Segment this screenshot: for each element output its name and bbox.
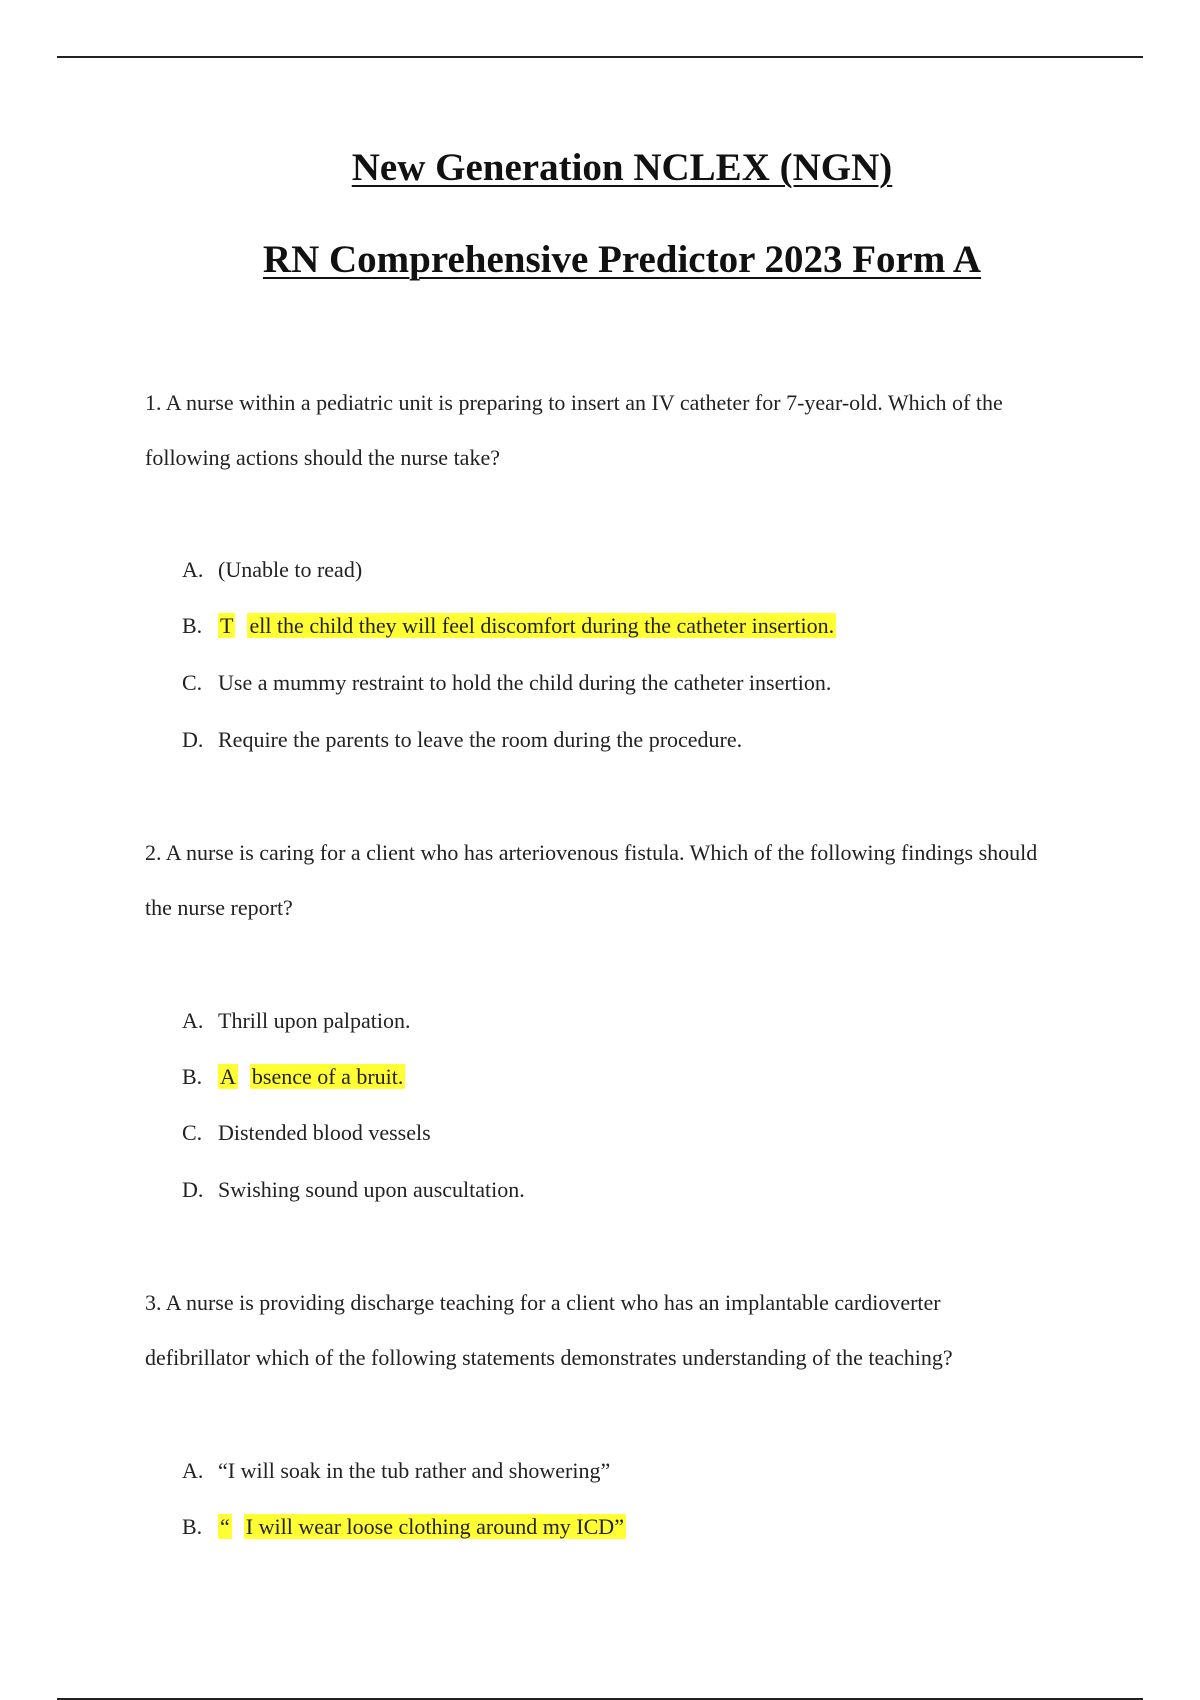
highlighted-answer-text: bsence of a bruit.: [251, 1064, 404, 1089]
option-letter: A.: [182, 1458, 204, 1483]
question-2-option-c: [182, 1118, 431, 1148]
option-text: Require the parents to leave the room during the procedure.: [218, 727, 743, 752]
question-3-option-a: [182, 1456, 610, 1486]
option-letter: A.: [182, 557, 204, 582]
document-title: New Generation NCLEX (NGN): [351, 146, 893, 189]
question-2-option-a: [182, 1006, 410, 1036]
question-1-option-d: [182, 725, 742, 755]
option-text: Distended blood vessels: [218, 1120, 431, 1145]
highlighted-answer-text: I will wear loose clothing around my ICD”: [245, 1514, 624, 1539]
question-2-option-b: [182, 1062, 405, 1092]
option-letter: B.: [182, 1064, 203, 1089]
option-letter: B.: [182, 613, 203, 638]
question-1-option-a: [182, 555, 362, 585]
option-text: “I will soak in the tub rather and showering”: [218, 1458, 611, 1483]
highlighted-answer-text: ell the child they will feel discomfort during the catheter insertion.: [249, 613, 835, 638]
highlighted-answer-first-char: T: [220, 613, 234, 638]
top-rule: [57, 56, 1143, 58]
highlighted-answer-first-char: A: [220, 1064, 236, 1089]
option-letter: C.: [182, 1120, 203, 1145]
option-text: Thrill upon palpation.: [218, 1008, 411, 1033]
question-3-text: 3. A nurse is providing discharge teaching for a client who has an implantable cardioverter defibrillator which of the following statements demonstrates understanding of the teaching?: [145, 1290, 953, 1370]
document-subtitle: RN Comprehensive Predictor 2023 Form A: [262, 238, 982, 281]
question-1-option-b: [182, 611, 836, 641]
option-letter: D.: [182, 1177, 204, 1202]
option-letter: C.: [182, 670, 203, 695]
highlighted-answer-first-char: “: [220, 1514, 230, 1539]
option-text: Swishing sound upon auscultation.: [218, 1177, 525, 1202]
question-1-text: 1. A nurse within a pediatric unit is preparing to insert an IV catheter for 7-year-old. Which of the following actions should the nurse take?: [145, 390, 1003, 470]
option-text: (Unable to read): [218, 557, 363, 582]
question-3-option-b: [182, 1512, 626, 1542]
option-letter: D.: [182, 727, 204, 752]
question-2-option-d: [182, 1175, 525, 1205]
option-letter: A.: [182, 1008, 204, 1033]
question-2-text: 2. A nurse is caring for a client who has arteriovenous fistula. Which of the following findings should the nurse report?: [145, 840, 1038, 920]
question-1-option-c: [182, 668, 831, 698]
option-letter: B.: [182, 1514, 203, 1539]
option-text: Use a mummy restraint to hold the child during the catheter insertion.: [218, 670, 832, 695]
